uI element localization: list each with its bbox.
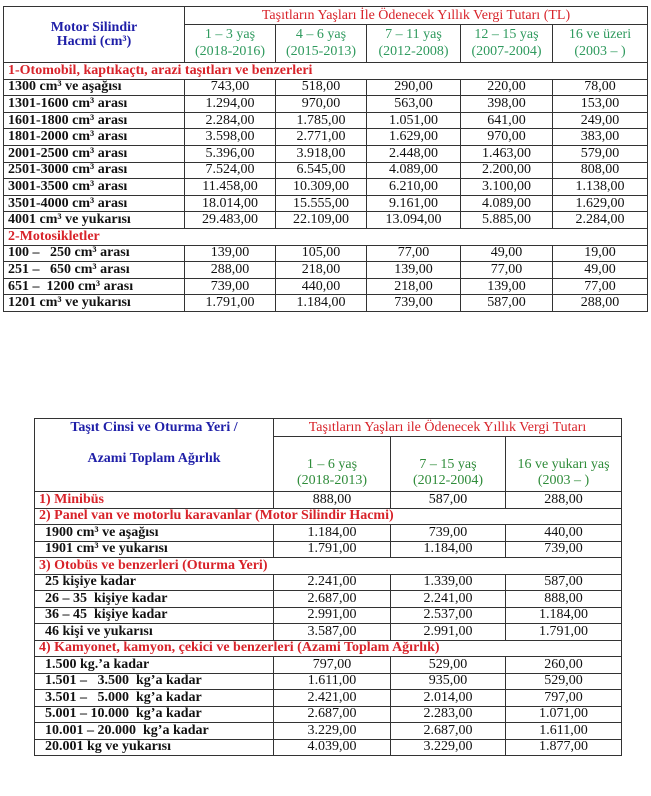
tax-value: 797,00 — [274, 657, 391, 674]
tax-value: 1.785,00 — [276, 112, 367, 129]
table-row — [35, 657, 622, 674]
row-label: 3501-4000 cm³ arası — [4, 195, 185, 212]
tax-value: 15.555,00 — [276, 195, 367, 212]
section-title: 1-Otomobil, kaptıkaçtı, arazi taşıtları ve benzerleri — [4, 63, 648, 80]
tax-value: 139,00 — [185, 245, 276, 262]
column-year-range: (2015-2013) — [286, 43, 356, 59]
commercial-vehicle-tax-table — [34, 418, 622, 756]
tax-value: 739,00 — [391, 525, 506, 542]
row-label: 4001 cm³ ve yukarısı — [4, 212, 185, 229]
tax-value: 1.339,00 — [391, 574, 506, 591]
table1-column-header — [367, 25, 461, 63]
table1-column-header — [276, 25, 367, 63]
table-row — [4, 179, 648, 196]
motor-vehicle-tax-table — [3, 6, 648, 312]
section-title: 3) Otobüs ve benzerleri (Oturma Yeri) — [35, 558, 622, 575]
tax-value: 1.877,00 — [506, 739, 622, 756]
row-label: 3.501 – 5.000 kg’a kadar — [35, 690, 274, 707]
tax-value: 587,00 — [506, 574, 622, 591]
tax-value: 105,00 — [276, 245, 367, 262]
tax-value: 1.184,00 — [506, 607, 622, 624]
tax-value: 1.071,00 — [506, 706, 622, 723]
table-row — [35, 673, 622, 690]
row-label: 10.001 – 20.000 kg’a kadar — [35, 723, 274, 740]
row-label: 36 – 45 kişiye kadar — [35, 607, 274, 624]
table-row — [35, 706, 622, 723]
table2-corner-line2: Azami Toplam Ağırlık — [87, 451, 221, 466]
table-row — [4, 112, 648, 129]
tax-value: 249,00 — [553, 112, 648, 129]
tax-value: 970,00 — [276, 96, 367, 113]
tax-value: 288,00 — [185, 262, 276, 279]
table-row — [35, 591, 622, 608]
row-label: 251 – 650 cm³ arası — [4, 262, 185, 279]
tax-value: 22.109,00 — [276, 212, 367, 229]
tax-value: 4.089,00 — [367, 162, 461, 179]
table1-group-header: Taşıtların Yaşları İle Ödenecek Yıllık Vergi Tutarı (TL) — [185, 7, 648, 25]
tax-value: 1.611,00 — [274, 673, 391, 690]
table-row — [4, 245, 648, 262]
tax-value: 1.611,00 — [506, 723, 622, 740]
tax-value: 3.100,00 — [461, 179, 553, 196]
column-age-range: 7 – 15 yaş — [419, 456, 477, 472]
row-label: 1.500 kg.’a kadar — [35, 657, 274, 674]
tax-value: 3.229,00 — [274, 723, 391, 740]
tax-value: 139,00 — [461, 278, 553, 295]
table-row — [35, 723, 622, 740]
tax-value: 11.458,00 — [185, 179, 276, 196]
tax-value: 440,00 — [276, 278, 367, 295]
tax-value: 77,00 — [367, 245, 461, 262]
tax-value: 49,00 — [553, 262, 648, 279]
column-year-range: (2003 – ) — [574, 43, 626, 59]
tax-value: 153,00 — [553, 96, 648, 113]
tax-value: 739,00 — [367, 295, 461, 312]
row-label: 25 kişiye kadar — [35, 574, 274, 591]
table-row — [35, 607, 622, 624]
table-row — [4, 195, 648, 212]
tax-value: 218,00 — [367, 278, 461, 295]
tax-value: 641,00 — [461, 112, 553, 129]
tax-value: 739,00 — [506, 541, 622, 558]
tax-value: 2.771,00 — [276, 129, 367, 146]
table-row — [4, 295, 648, 312]
table2-corner-line1: Taşıt Cinsi ve Oturma Yeri / — [70, 420, 238, 435]
table-row — [35, 541, 622, 558]
column-year-range: (2003 – ) — [537, 472, 590, 488]
tax-value: 2.687,00 — [391, 723, 506, 740]
table-row — [35, 739, 622, 756]
tax-value: 2.448,00 — [367, 145, 461, 162]
tax-value: 19,00 — [553, 245, 648, 262]
table2-column-header — [391, 437, 506, 492]
column-age-range: 7 – 11 yaş — [385, 27, 442, 43]
tax-value: 1.184,00 — [274, 525, 391, 542]
tax-value: 587,00 — [391, 492, 506, 509]
column-year-range: (2018-2013) — [297, 472, 367, 488]
tax-value: 139,00 — [367, 262, 461, 279]
tax-value: 1.463,00 — [461, 145, 553, 162]
column-year-range: (2007-2004) — [471, 43, 542, 59]
tax-value: 383,00 — [553, 129, 648, 146]
column-age-range: 12 – 15 yaş — [474, 27, 539, 43]
table-row — [4, 212, 648, 229]
tax-value: 1.791,00 — [274, 541, 391, 558]
tax-value: 1.629,00 — [553, 195, 648, 212]
row-label: 1.501 – 3.500 kg’a kadar — [35, 673, 274, 690]
tax-value: 290,00 — [367, 79, 461, 96]
table-row — [35, 525, 622, 542]
table-row — [35, 574, 622, 591]
tax-value: 1.791,00 — [506, 624, 622, 641]
tax-value: 529,00 — [506, 673, 622, 690]
table-row — [35, 690, 622, 707]
tax-value: 2.200,00 — [461, 162, 553, 179]
table-row — [4, 129, 648, 146]
tax-value: 3.587,00 — [274, 624, 391, 641]
row-label: 20.001 kg ve yukarısı — [35, 739, 274, 756]
table1-column-header — [553, 25, 648, 63]
section-row — [4, 228, 648, 245]
table1-corner-line2: Hacmi (cm³) — [56, 33, 132, 49]
row-label: 5.001 – 10.000 kg’a kadar — [35, 706, 274, 723]
row-label: 1201 cm³ ve yukarısı — [4, 295, 185, 312]
column-year-range: (2012-2004) — [413, 472, 483, 488]
minibus-row — [35, 492, 622, 509]
row-label: 1901 cm³ ve yukarısı — [35, 541, 274, 558]
tax-value: 1.629,00 — [367, 129, 461, 146]
row-label: 2501-3000 cm³ arası — [4, 162, 185, 179]
tax-value: 218,00 — [276, 262, 367, 279]
tax-value: 4.089,00 — [461, 195, 553, 212]
tax-value: 2.991,00 — [274, 607, 391, 624]
tax-value: 2.537,00 — [391, 607, 506, 624]
section-title: 2) Panel van ve motorlu karavanlar (Motor Silindir Hacmi) — [35, 508, 622, 525]
tax-value: 888,00 — [506, 591, 622, 608]
row-label: 46 kişi ve yukarısı — [35, 624, 274, 641]
tax-value: 2.687,00 — [274, 706, 391, 723]
section-row — [35, 508, 622, 525]
row-label: 1300 cm³ ve aşağısı — [4, 79, 185, 96]
tax-value: 797,00 — [506, 690, 622, 707]
table2-group-header: Taşıtların Yaşları ile Ödenecek Yıllık Vergi Tutarı — [274, 419, 622, 437]
tax-value: 739,00 — [185, 278, 276, 295]
tax-value: 563,00 — [367, 96, 461, 113]
tax-value: 49,00 — [461, 245, 553, 262]
tax-value: 743,00 — [185, 79, 276, 96]
section-row — [4, 63, 648, 80]
tax-value: 935,00 — [391, 673, 506, 690]
tax-value: 1.184,00 — [391, 541, 506, 558]
tax-value: 4.039,00 — [274, 739, 391, 756]
column-age-range: 1 – 3 yaş — [204, 27, 256, 43]
tax-value: 2.991,00 — [391, 624, 506, 641]
tax-value: 2.284,00 — [553, 212, 648, 229]
tax-value: 260,00 — [506, 657, 622, 674]
row-label: 1900 cm³ ve aşağısı — [35, 525, 274, 542]
tax-value: 288,00 — [553, 295, 648, 312]
tax-value: 3.918,00 — [276, 145, 367, 162]
tax-value: 1.184,00 — [276, 295, 367, 312]
table-row — [35, 624, 622, 641]
tax-value: 2.241,00 — [274, 574, 391, 591]
tax-value: 440,00 — [506, 525, 622, 542]
tax-value: 5.885,00 — [461, 212, 553, 229]
table-row — [4, 96, 648, 113]
tax-value: 9.161,00 — [367, 195, 461, 212]
row-label: 1801-2000 cm³ arası — [4, 129, 185, 146]
tax-value: 3.229,00 — [391, 739, 506, 756]
tax-value: 1.294,00 — [185, 96, 276, 113]
tax-value: 6.210,00 — [367, 179, 461, 196]
tax-value: 6.545,00 — [276, 162, 367, 179]
table1-corner-line1: Motor Silindir — [50, 19, 138, 35]
tax-value: 2.421,00 — [274, 690, 391, 707]
tax-value: 2.014,00 — [391, 690, 506, 707]
tax-value: 77,00 — [461, 262, 553, 279]
tax-value: 78,00 — [553, 79, 648, 96]
row-label: 100 – 250 cm³ arası — [4, 245, 185, 262]
tax-value: 587,00 — [461, 295, 553, 312]
row-label: 1) Minibüs — [35, 492, 274, 509]
tax-value: 2.241,00 — [391, 591, 506, 608]
tax-value: 18.014,00 — [185, 195, 276, 212]
tax-value: 7.524,00 — [185, 162, 276, 179]
tax-value: 288,00 — [506, 492, 622, 509]
table-row — [4, 145, 648, 162]
section-title: 2-Motosikletler — [4, 228, 648, 245]
tax-value: 13.094,00 — [367, 212, 461, 229]
section-title: 4) Kamyonet, kamyon, çekici ve benzerleri (Azami Toplam Ağırlık) — [35, 640, 622, 657]
row-label: 651 – 1200 cm³ arası — [4, 278, 185, 295]
tax-value: 77,00 — [553, 278, 648, 295]
tax-value: 1.138,00 — [553, 179, 648, 196]
column-age-range: 16 ve yukarı yaş — [517, 456, 610, 472]
tax-value: 808,00 — [553, 162, 648, 179]
row-label: 26 – 35 kişiye kadar — [35, 591, 274, 608]
tax-value: 518,00 — [276, 79, 367, 96]
tax-value: 2.283,00 — [391, 706, 506, 723]
tax-value: 3.598,00 — [185, 129, 276, 146]
section-row — [35, 558, 622, 575]
row-label: 1601-1800 cm³ arası — [4, 112, 185, 129]
tax-value: 2.284,00 — [185, 112, 276, 129]
table2-column-header — [274, 437, 391, 492]
tax-value: 579,00 — [553, 145, 648, 162]
tax-value: 529,00 — [391, 657, 506, 674]
tax-value: 398,00 — [461, 96, 553, 113]
row-label: 2001-2500 cm³ arası — [4, 145, 185, 162]
table2-column-header — [506, 437, 622, 492]
tax-value: 220,00 — [461, 79, 553, 96]
row-label: 3001-3500 cm³ arası — [4, 179, 185, 196]
tax-value: 5.396,00 — [185, 145, 276, 162]
section-row — [35, 640, 622, 657]
table1-corner-header — [4, 7, 185, 63]
tax-value: 29.483,00 — [185, 212, 276, 229]
tax-value: 1.791,00 — [185, 295, 276, 312]
tax-value: 10.309,00 — [276, 179, 367, 196]
table-row — [4, 262, 648, 279]
tax-value: 970,00 — [461, 129, 553, 146]
column-age-range: 4 – 6 yaş — [295, 27, 347, 43]
tax-value: 1.051,00 — [367, 112, 461, 129]
table1-column-header — [461, 25, 553, 63]
tax-value: 888,00 — [274, 492, 391, 509]
table2-corner-header — [35, 419, 274, 492]
table-row — [4, 278, 648, 295]
table1-column-header — [185, 25, 276, 63]
tax-value: 2.687,00 — [274, 591, 391, 608]
column-year-range: (2012-2008) — [378, 43, 449, 59]
column-age-range: 16 ve üzeri — [568, 27, 632, 43]
table-row — [4, 162, 648, 179]
table-row — [4, 79, 648, 96]
row-label: 1301-1600 cm³ arası — [4, 96, 185, 113]
column-year-range: (2018-2016) — [195, 43, 265, 59]
column-age-range: 1 – 6 yaş — [306, 456, 358, 472]
